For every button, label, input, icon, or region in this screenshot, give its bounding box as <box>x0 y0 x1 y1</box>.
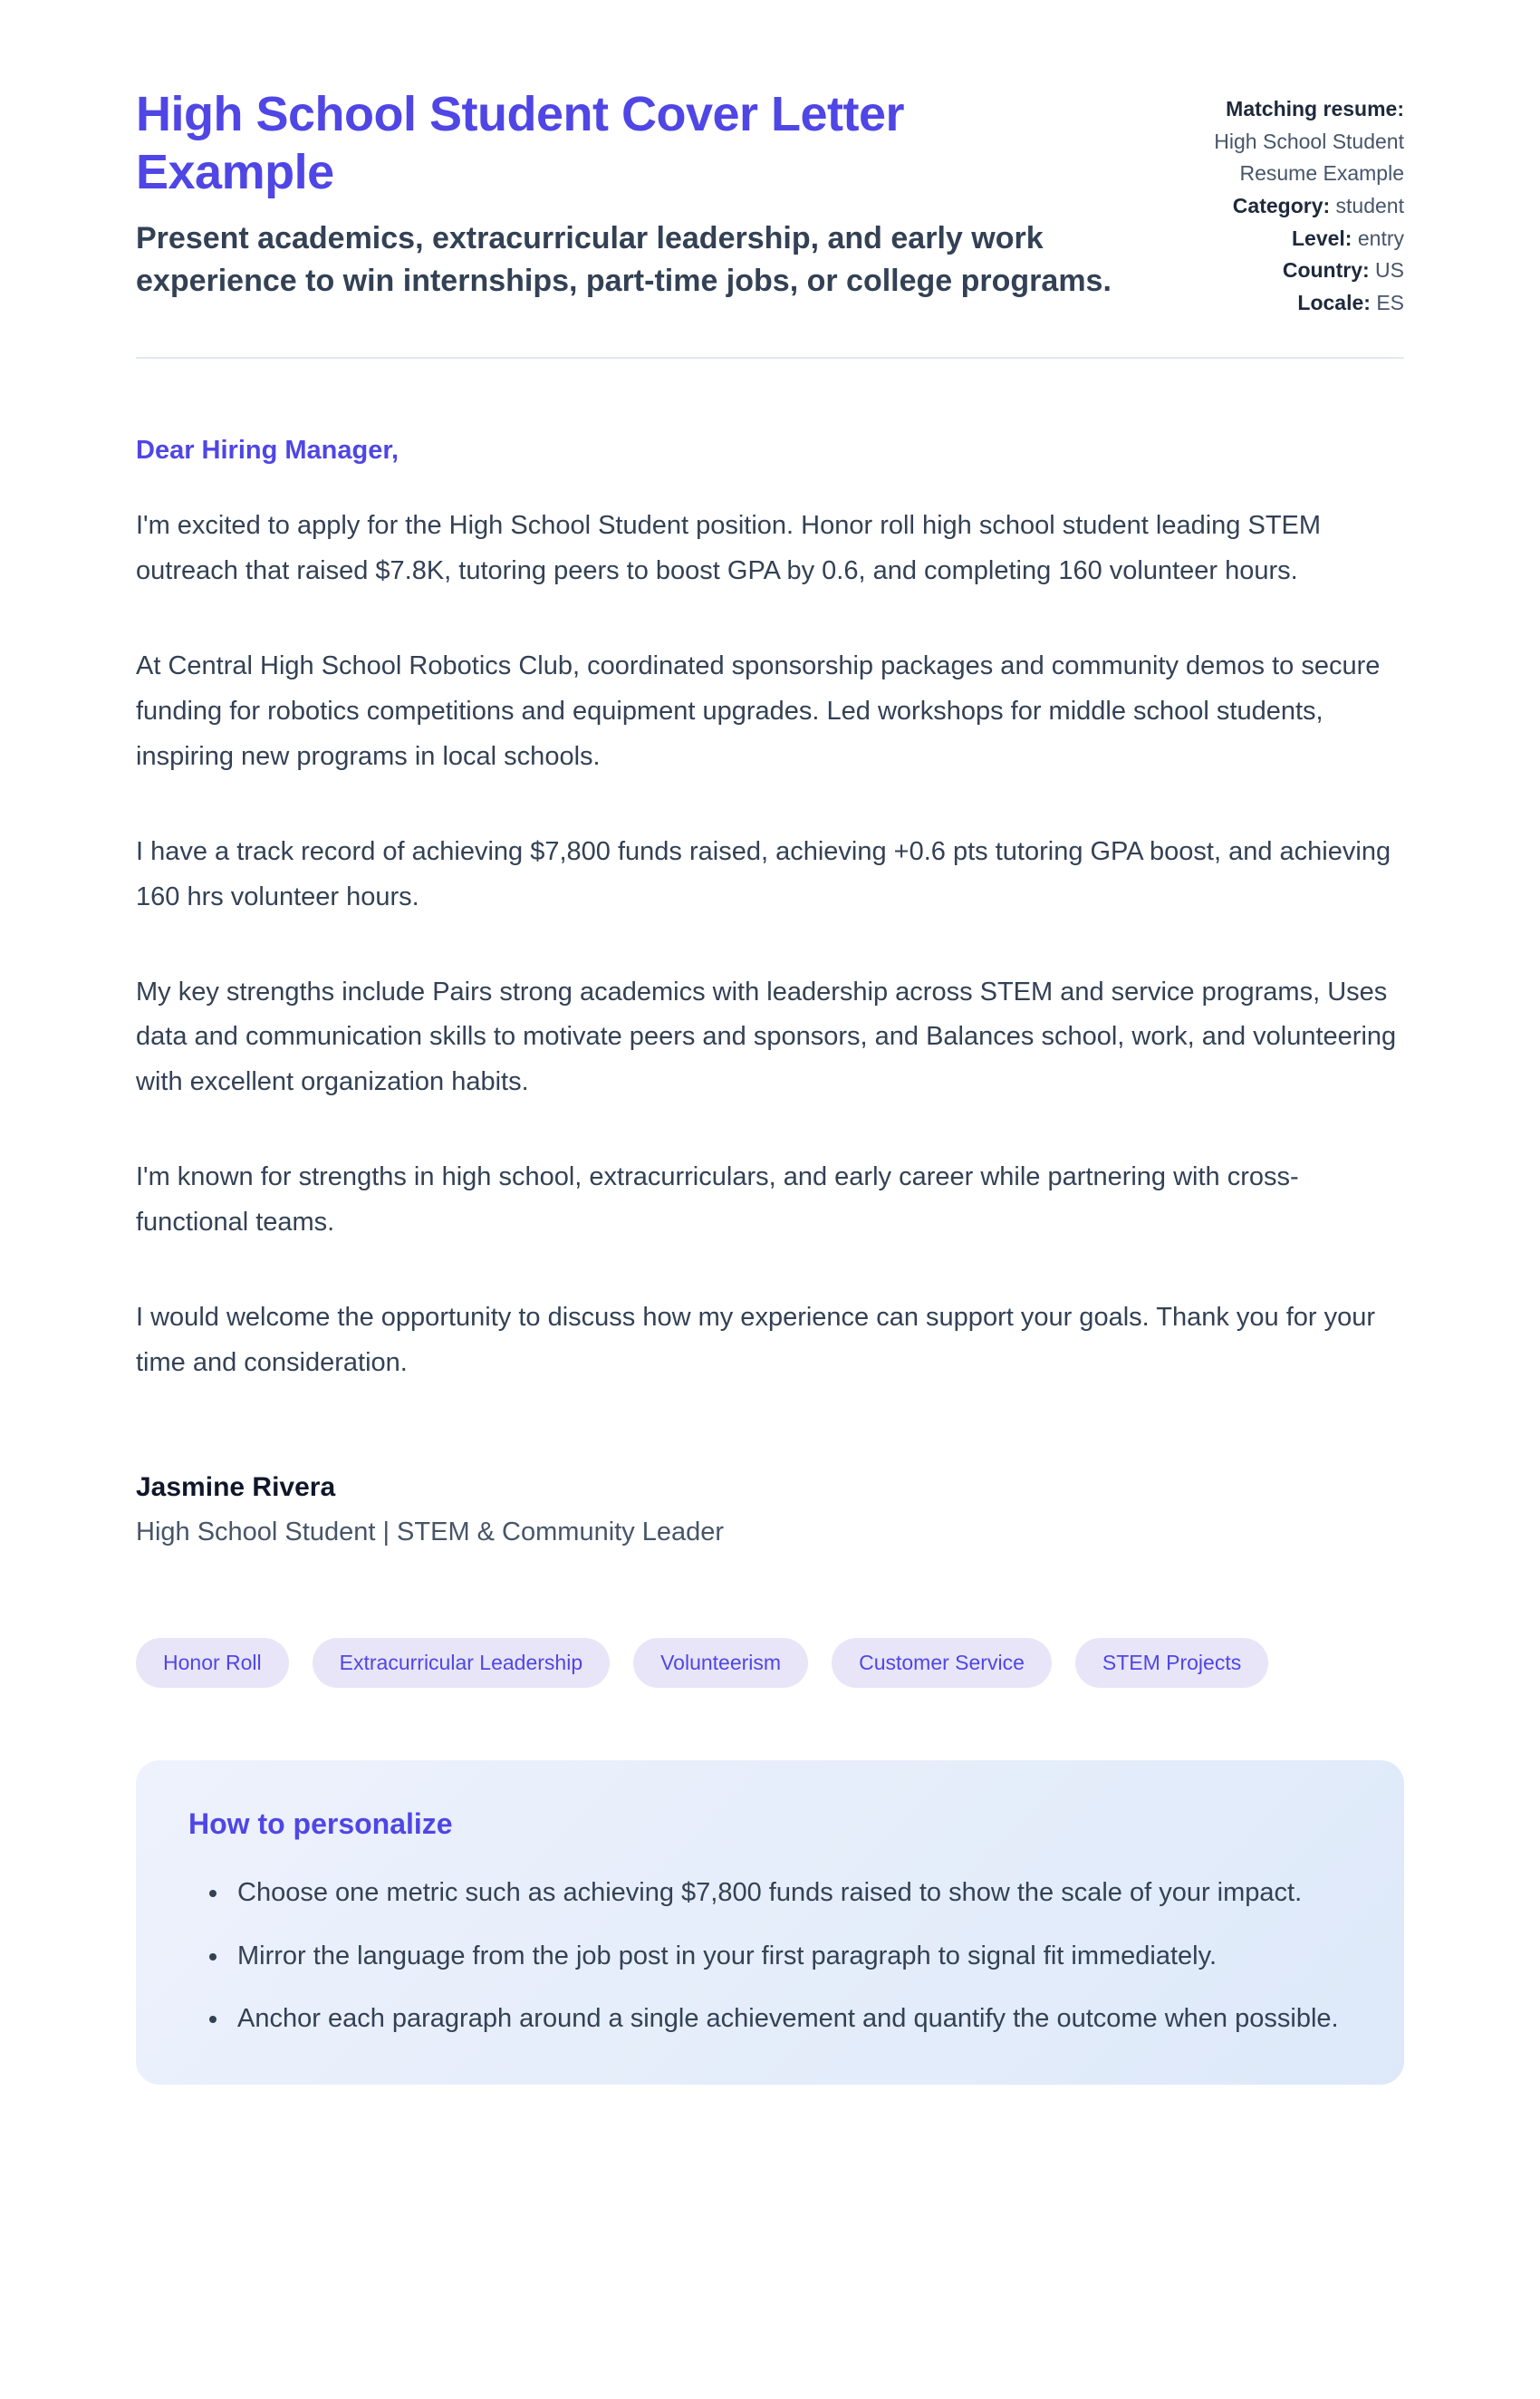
meta-value: High School Student Resume Example <box>1214 129 1404 186</box>
meta-value: US <box>1375 258 1404 283</box>
cover-letter-body <box>136 436 1404 2085</box>
letter-paragraph: I'm known for strengths in high school, extracurriculars, and early career while partnering with cross-functional teams. <box>136 1162 1299 1238</box>
meta-label: Category: <box>1232 193 1331 217</box>
meta-row-level <box>1150 223 1404 255</box>
meta-panel <box>1150 86 1404 319</box>
meta-label: Locale: <box>1297 290 1371 314</box>
meta-value: student <box>1335 193 1404 217</box>
personalize-title: How to personalize <box>188 1806 453 1840</box>
letter-paragraph: I would welcome the opportunity to discuss how my experience can support your goals. Thank you for your time and consideration. <box>136 1302 1376 1377</box>
personalize-bullet: • Mirror the language from the job post in your first paragraph to signal fit immediately. <box>230 1935 1352 1979</box>
letter-paragraph: I have a track record of achieving $7,800 funds raised, achieving +0.6 pts tutoring GPA boost, and achieving 160 hrs volunteer hours. <box>136 836 1391 911</box>
letter-paragraph: I'm excited to apply for the High School Student position. Honor roll high school student leading STEM outreach that raised $7.8K, tutoring peers to boost GPA by 0.6, and completing 160 volunteer hours. <box>136 511 1322 586</box>
page-subtitle: Present academics, extracurricular leadership, and early work experience to win internships, part-time jobs, or college programs. <box>136 221 1112 299</box>
tag-pill-honor-roll[interactable]: Honor Roll <box>136 1638 289 1688</box>
meta-value: ES <box>1376 290 1404 314</box>
tag-pill-extracurricular-leadership[interactable]: Extracurricular Leadership <box>313 1638 610 1688</box>
meta-row-matching-resume <box>1150 93 1404 190</box>
meta-row-country <box>1150 255 1404 287</box>
tags-list <box>136 1638 1404 1688</box>
letter-paragraph: My key strengths include Pairs strong academics with leadership across STEM and service programs, Uses data and communication skills to motivate peers and sponsors, and Balances school, work, and volunteering with excellent organization habits. <box>136 977 1397 1097</box>
meta-label: Country: <box>1282 258 1370 283</box>
meta-row-locale <box>1150 287 1404 320</box>
header <box>136 86 1404 319</box>
salutation: Dear Hiring Manager, <box>136 436 399 466</box>
letter-paragraph: At Central High School Robotics Club, coordinated sponsorship packages and community demos to secure funding for robotics competitions and equipment upgrades. Led workshops for middle school students, inspiring new programs in local schools. <box>136 651 1381 771</box>
header-titles <box>136 86 1114 303</box>
personalize-bullet: • Anchor each paragraph around a single achievement and quantify the outcome when possible. <box>230 1998 1352 2041</box>
header-divider <box>136 357 1404 359</box>
personalize-bullet: • Choose one metric such as achieving $7,800 funds raised to show the scale of your impact. <box>230 1872 1352 1915</box>
personalize-list <box>230 1872 1352 2042</box>
signature-title: High School Student | STEM & Community Leader <box>136 1517 725 1546</box>
meta-row-category <box>1150 190 1404 223</box>
tag-pill-customer-service[interactable]: Customer Service <box>832 1638 1052 1688</box>
tag-pill-stem-projects[interactable]: STEM Projects <box>1075 1638 1268 1688</box>
signature-name: Jasmine Rivera <box>136 1471 336 1502</box>
tag-pill-volunteerism[interactable]: Volunteerism <box>633 1638 808 1688</box>
meta-label: Matching resume: <box>1226 97 1404 120</box>
meta-value: entry <box>1357 226 1404 250</box>
page-title: High School Student Cover Letter Example <box>136 87 905 199</box>
personalize-card <box>136 1760 1404 2086</box>
meta-label: Level: <box>1291 226 1352 250</box>
